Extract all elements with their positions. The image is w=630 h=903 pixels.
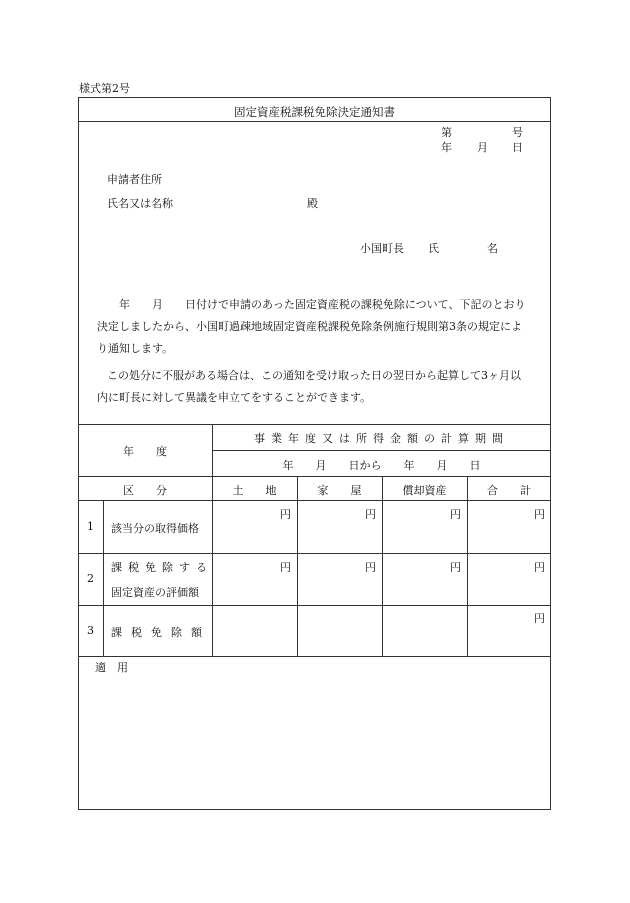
applicant-address-label: 申請者住所 [107,173,162,186]
column-building: 家 屋 [317,484,362,497]
row1-number: 1 [87,520,94,533]
remarks-label: 適 用 [95,661,128,674]
row2-unit-land: 円 [280,561,291,574]
table-bottom-border [78,656,551,657]
row1-unit-assets: 円 [450,508,461,521]
doc-number-label: 第 [441,126,452,139]
document-title: 固定資産税課税免除決定通知書 [234,105,395,119]
row2-label-line2: 固定資産の評価額 [111,586,199,599]
doc-number-suffix: 号 [512,126,523,139]
column-total: 合 計 [487,484,531,497]
year-label: 年 度 [123,445,167,458]
body-p1-line2: 決定しましたから、小国町過疎地域固定資産税課税免除条例施行規則第3条の規定によ [97,320,522,333]
date-month: 月 [477,141,488,154]
row1-unit-building: 円 [365,508,376,521]
form-number: 様式第2号 [79,82,130,95]
column-divider-3 [467,476,468,656]
row2-unit-assets: 円 [450,561,461,574]
column-land: 土 地 [232,484,277,497]
category-bottom-border [78,500,551,501]
period-header: 事業年度又は所得金額の計算期間 [254,432,509,445]
row1-bottom-border [78,553,551,554]
issuer-title: 小国町長 [360,242,404,255]
row2-unit-total: 円 [534,561,545,574]
row2-unit-building: 円 [365,561,376,574]
row1-label: 該当分の取得価格 [111,522,199,535]
row1-unit-land: 円 [280,508,291,521]
number-column-divider [103,500,104,656]
row3-number: 3 [87,624,94,637]
table-top-border [78,424,551,425]
period-divider [212,450,551,451]
header-bottom-border [78,476,551,477]
applicant-name-label: 氏名又は名称 [107,197,173,210]
row2-label-line1: 課税免除する [111,561,213,574]
date-year: 年 [441,141,452,154]
column-depreciable-assets: 償却資産 [402,484,447,497]
body-p1-line3: り通知します。 [97,342,174,355]
row2-number: 2 [87,572,94,585]
issuer-name-2: 名 [487,242,498,255]
row3-label: 課税免除額 [111,626,211,639]
column-divider-2 [382,476,383,656]
body-p2-line1: この処分に不服がある場合は、この通知を受け取った日の翌日から起算して3ヶ月以 [107,369,521,382]
body-p1-line1: 年 月 日付けで申請のあった固定資産税の課税免除について、下記のとおり [119,298,526,311]
date-day: 日 [512,141,523,154]
period-range: 年 月 日から 年 月 日 [282,459,481,472]
title-divider [78,121,551,122]
row1-unit-total: 円 [534,508,545,521]
row2-bottom-border [78,605,551,606]
body-p2-line2: 内に町長に対して異議を申立てをすることができます。 [97,391,372,404]
honorific: 殿 [307,197,318,210]
column-divider-1 [297,476,298,656]
category-label: 区 分 [123,484,167,497]
issuer-name-1: 氏 [428,242,439,255]
row3-unit-total: 円 [534,612,545,625]
